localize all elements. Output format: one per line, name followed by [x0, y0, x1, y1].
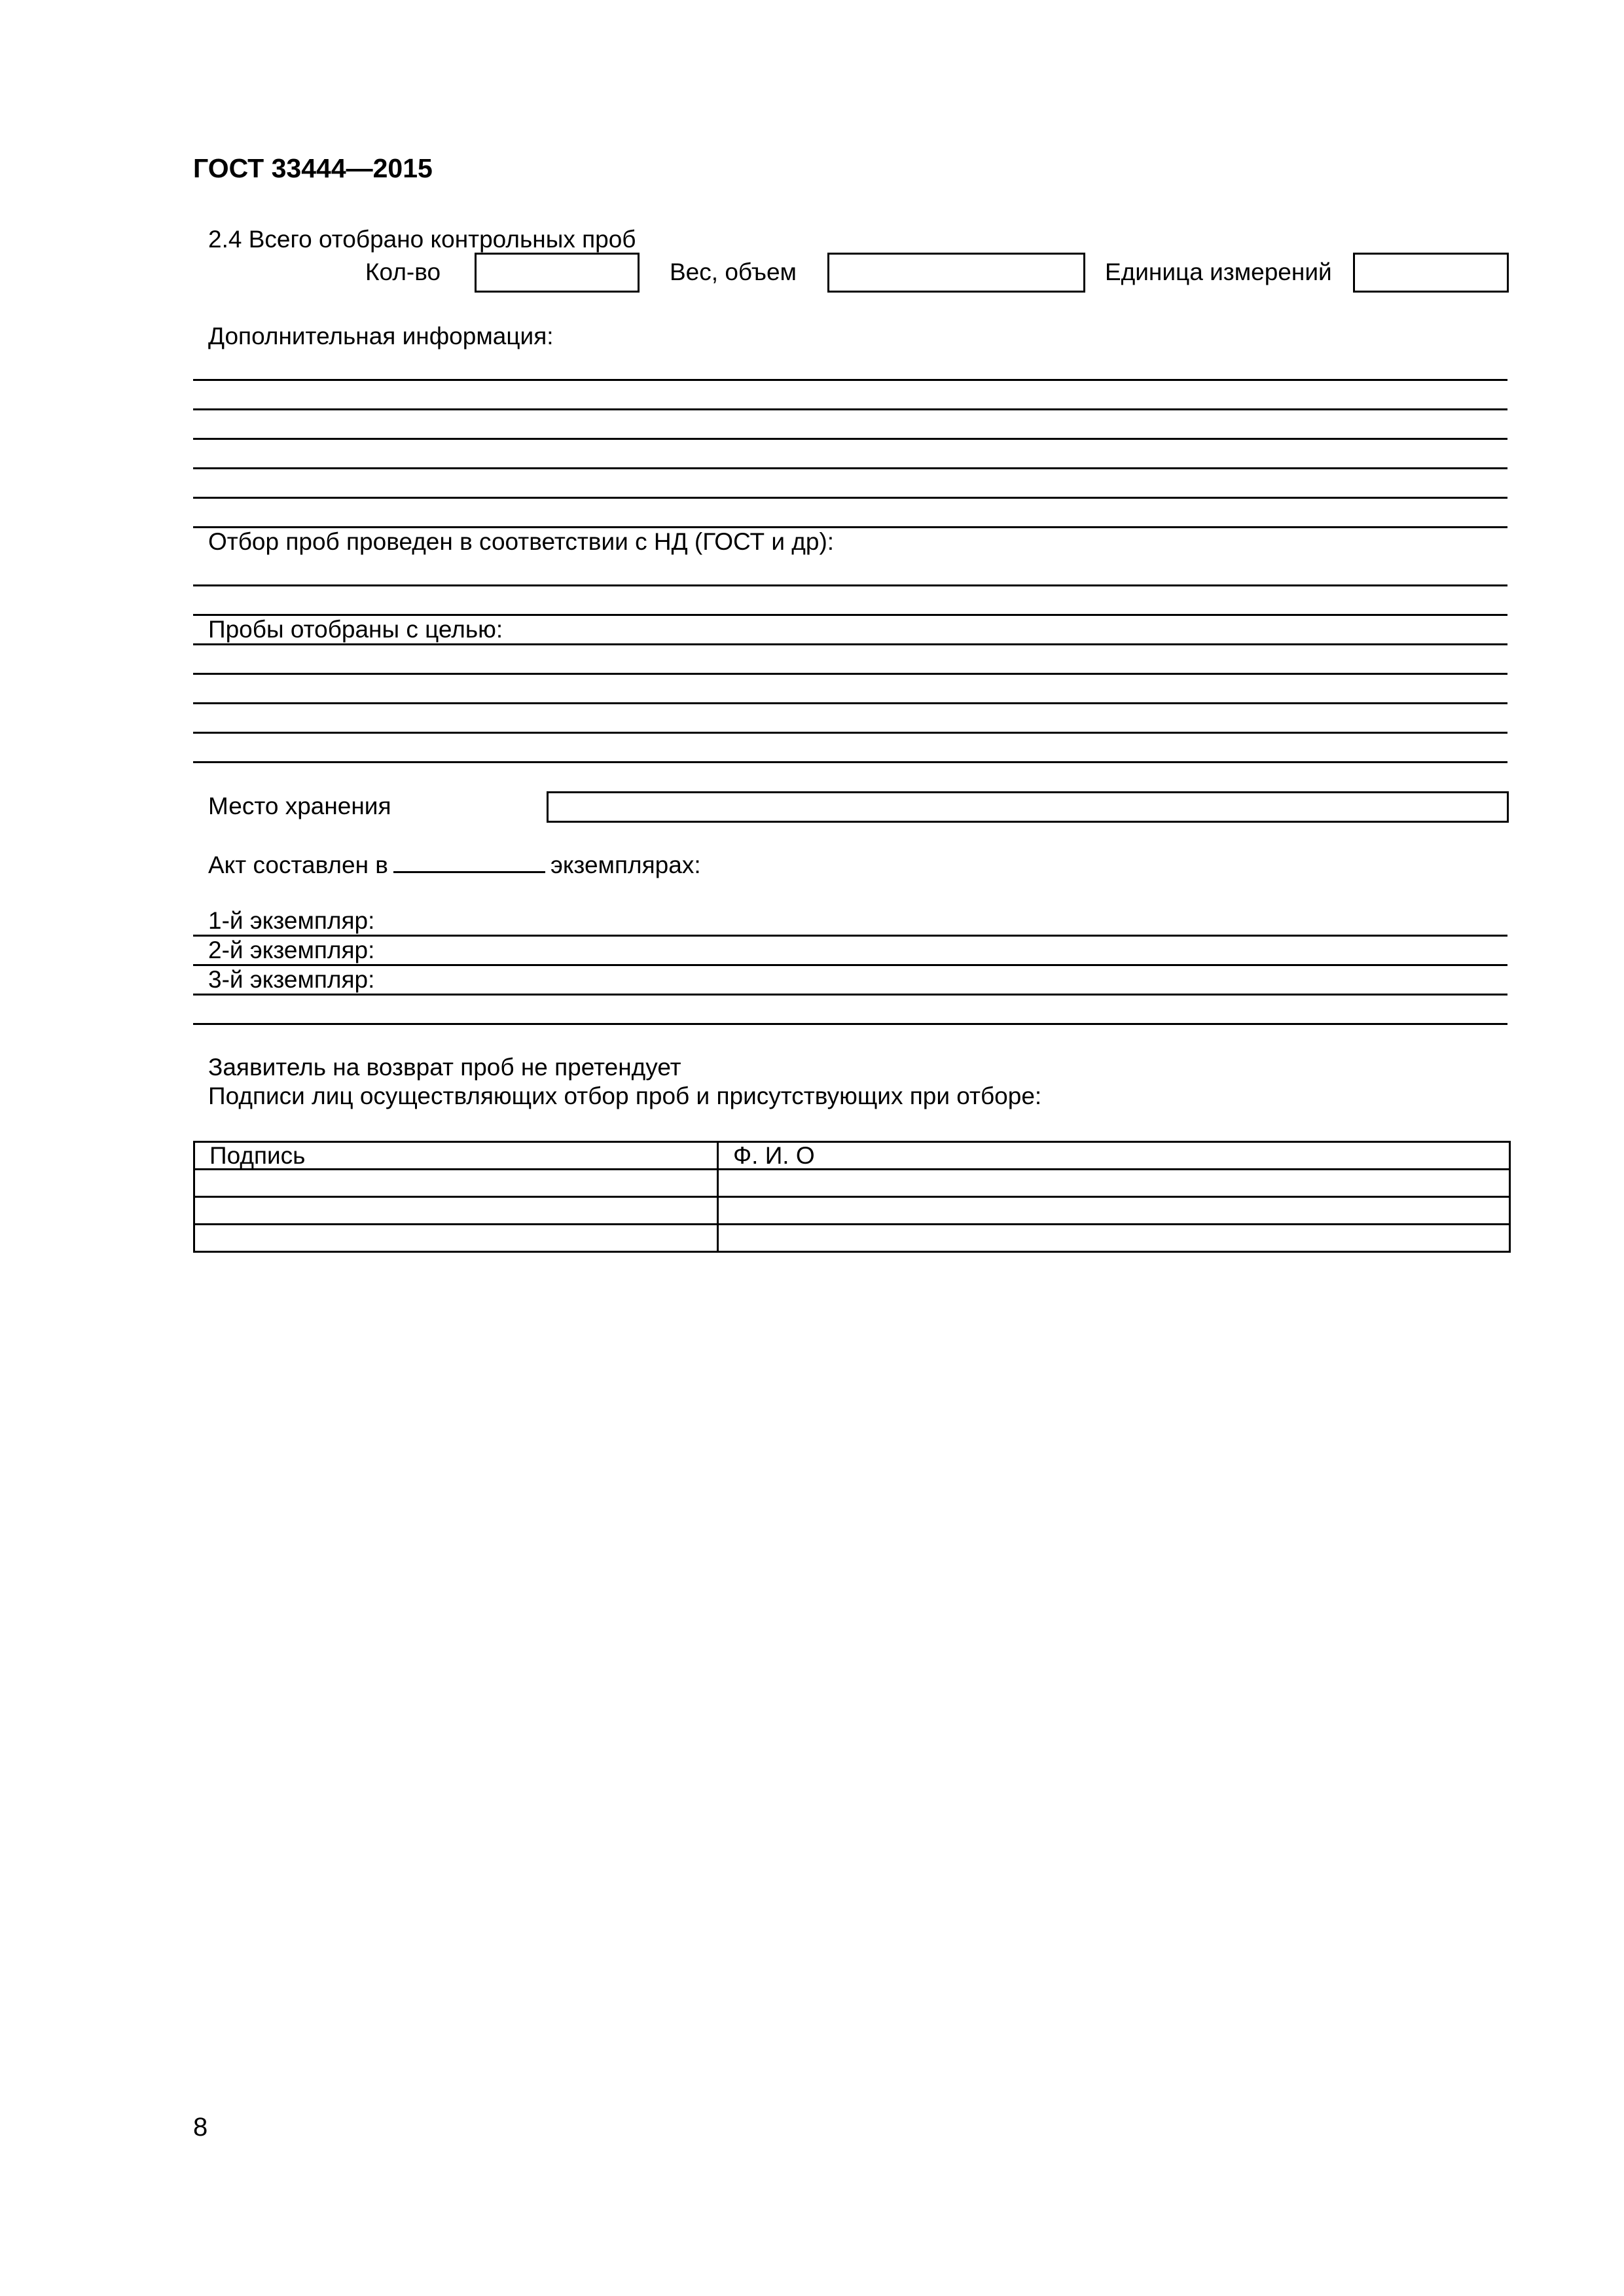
fio-cell[interactable]	[718, 1197, 1510, 1225]
signature-cell[interactable]	[194, 1225, 718, 1252]
signature-column-header: Подпись	[194, 1142, 718, 1170]
purpose-line-4[interactable]	[193, 732, 1507, 734]
qty-label: Кол-во	[365, 259, 441, 285]
purpose-line-3[interactable]	[193, 702, 1507, 704]
signature-table	[193, 1141, 1511, 1253]
purpose-line-5[interactable]	[193, 761, 1507, 763]
purpose-label: Пробы отобраны с целью:	[208, 616, 503, 643]
table-row	[194, 1197, 1510, 1225]
unit-field[interactable]	[1353, 253, 1509, 293]
additional-info-line-3[interactable]	[193, 438, 1507, 440]
sampling-standard-label: Отбор проб проведен в соответствии с НД (ГОСТ и др):	[208, 528, 835, 555]
storage-label: Место хранения	[208, 793, 391, 819]
additional-info-label: Дополнительная информация:	[208, 323, 554, 350]
copy-line-4[interactable]	[193, 1023, 1507, 1025]
copy-line-3[interactable]	[193, 994, 1507, 996]
signature-table-header	[194, 1142, 1510, 1170]
additional-info-line-4[interactable]	[193, 467, 1507, 469]
fio-cell[interactable]	[718, 1170, 1510, 1197]
copies-prefix: Акт составлен в	[208, 852, 388, 878]
qty-field[interactable]	[475, 253, 640, 293]
copies-count-blank[interactable]	[393, 852, 545, 873]
weight-label: Вес, объем	[670, 259, 797, 285]
copy-item-2: 2-й экземпляр:	[208, 937, 375, 963]
page-number: 8	[193, 2113, 208, 2142]
document-standard-number: ГОСТ 33444—2015	[193, 153, 433, 183]
purpose-line-1[interactable]	[193, 643, 1507, 645]
statement-line-1: Заявитель на возврат проб не претендует	[208, 1054, 681, 1081]
additional-info-line-1[interactable]	[193, 379, 1507, 381]
copy-line-1[interactable]	[193, 935, 1507, 937]
table-row	[194, 1170, 1510, 1197]
table-row	[194, 1225, 1510, 1252]
copies-line	[208, 851, 701, 880]
copy-item-1: 1-й экземпляр:	[208, 907, 375, 934]
sampling-standard-line-1[interactable]	[193, 584, 1507, 586]
copy-line-2[interactable]	[193, 964, 1507, 966]
unit-label: Единица измерений	[1105, 259, 1332, 285]
section-title: 2.4 Всего отобрано контрольных проб	[208, 226, 636, 253]
fio-column-header: Ф. И. О	[718, 1142, 1510, 1170]
additional-info-line-2[interactable]	[193, 408, 1507, 410]
storage-field[interactable]	[547, 791, 1509, 823]
fio-cell[interactable]	[718, 1225, 1510, 1252]
weight-field[interactable]	[827, 253, 1085, 293]
statement-line-2: Подписи лиц осуществляющих отбор проб и присутствующих при отборе:	[208, 1083, 1042, 1109]
copies-suffix: экземплярах:	[550, 852, 701, 878]
signature-cell[interactable]	[194, 1170, 718, 1197]
additional-info-line-5[interactable]	[193, 497, 1507, 499]
purpose-line-2[interactable]	[193, 673, 1507, 675]
copy-item-3: 3-й экземпляр:	[208, 966, 375, 993]
signature-cell[interactable]	[194, 1197, 718, 1225]
